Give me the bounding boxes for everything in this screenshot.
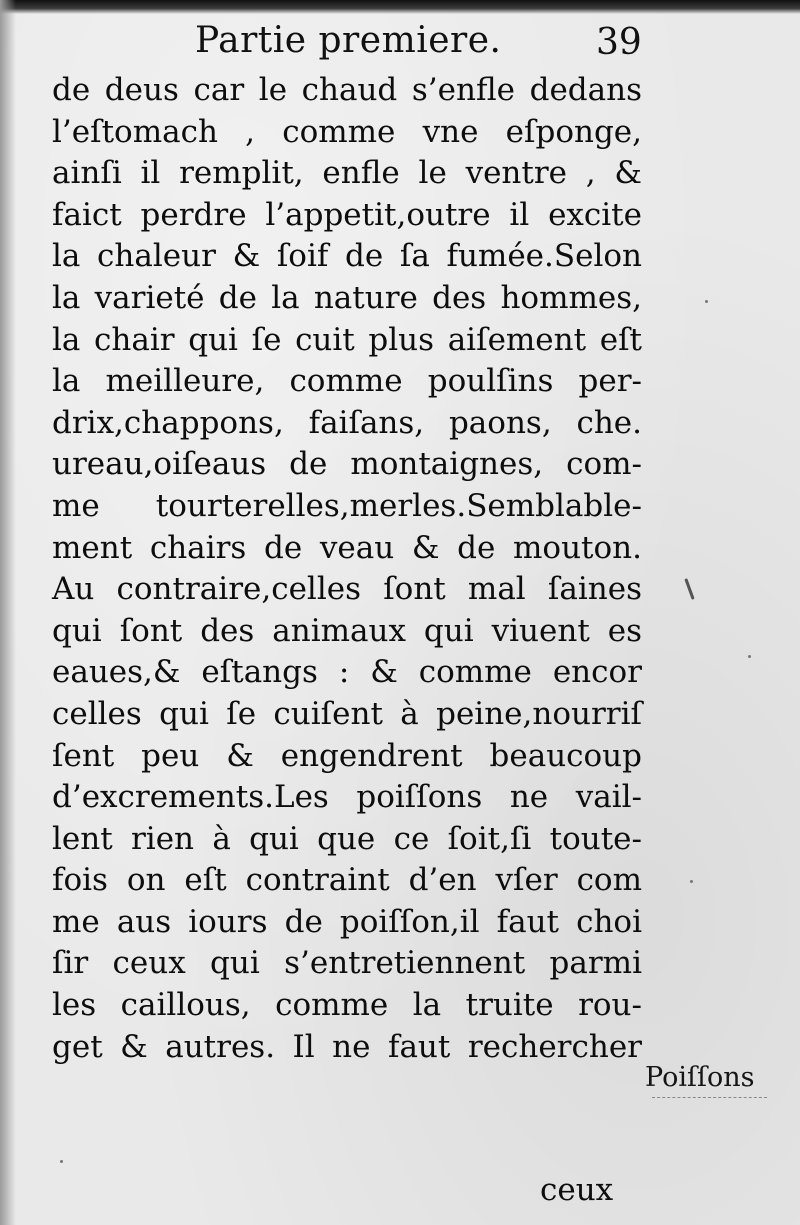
margin-note: Poiſſons	[645, 1062, 755, 1093]
text-line: ment chairs de veau & de mouton.	[52, 529, 642, 566]
text-line: ſent peu & engendrent beaucoup	[52, 737, 642, 774]
text-line: ureau,oiſeaus de montaignes, com-	[52, 446, 642, 483]
text-line: qui ſont des animaux qui viuent es	[52, 612, 642, 649]
paper-speck	[748, 655, 751, 658]
paper-speck	[60, 1160, 63, 1163]
page-top-edge-shadow	[0, 0, 800, 14]
text-line: les caillous, comme la truite rou-	[52, 987, 642, 1024]
text-line: la varieté de la nature des hommes,	[52, 279, 642, 316]
text-line: l’eſtomach , comme vne eſponge,	[52, 113, 642, 150]
text-line: Au contraire,celles ſont mal ſaines	[52, 571, 642, 608]
ink-mark	[684, 578, 694, 600]
paper-speck	[705, 300, 708, 303]
text-line: ſir ceux qui s’entretiennent parmi	[52, 945, 642, 982]
text-line: la chaleur & ſoif de ſa fumée.Selon	[52, 238, 642, 275]
text-line: celles qui ſe cuiſent à peine,nourriſ	[52, 695, 642, 732]
text-line: fois on eſt contraint d’en vſer com	[52, 862, 642, 899]
text-line: lent rien à qui que ce ſoit,ſi toute-	[52, 820, 642, 857]
text-line: de deus car le chaud s’enfle dedans	[52, 72, 642, 108]
text-line: eaues,& eſtangs : & comme encor	[52, 654, 642, 691]
paper-speck	[690, 880, 693, 883]
catchword: ceux	[540, 1172, 614, 1208]
text-line: la chair qui ſe cuit plus aiſement eſt	[52, 321, 642, 358]
text-line: drix,chappons, faiſans, paons, che.	[52, 404, 642, 441]
running-head: Partie premiere.	[195, 20, 502, 61]
text-line: ainſi il remplit, enfle le ventre , &	[52, 155, 642, 192]
body-text-block	[52, 70, 642, 1068]
margin-note-underline	[652, 1097, 767, 1098]
text-line: get & autres. Il ne faut rechercher	[52, 1028, 642, 1065]
text-line: la meilleure, comme poulſins per-	[52, 363, 642, 400]
page-number: 39	[596, 22, 642, 63]
text-line: me aus iours de poiſſon,il faut choi	[52, 903, 642, 940]
text-line: faict perdre l’appetit,outre il excite	[52, 196, 642, 233]
text-line: me tourterelles,merles.Semblable-	[52, 487, 642, 524]
page-gutter-shadow	[0, 0, 16, 1225]
text-line: d’excrements.Les poiſſons ne vail-	[52, 779, 642, 816]
